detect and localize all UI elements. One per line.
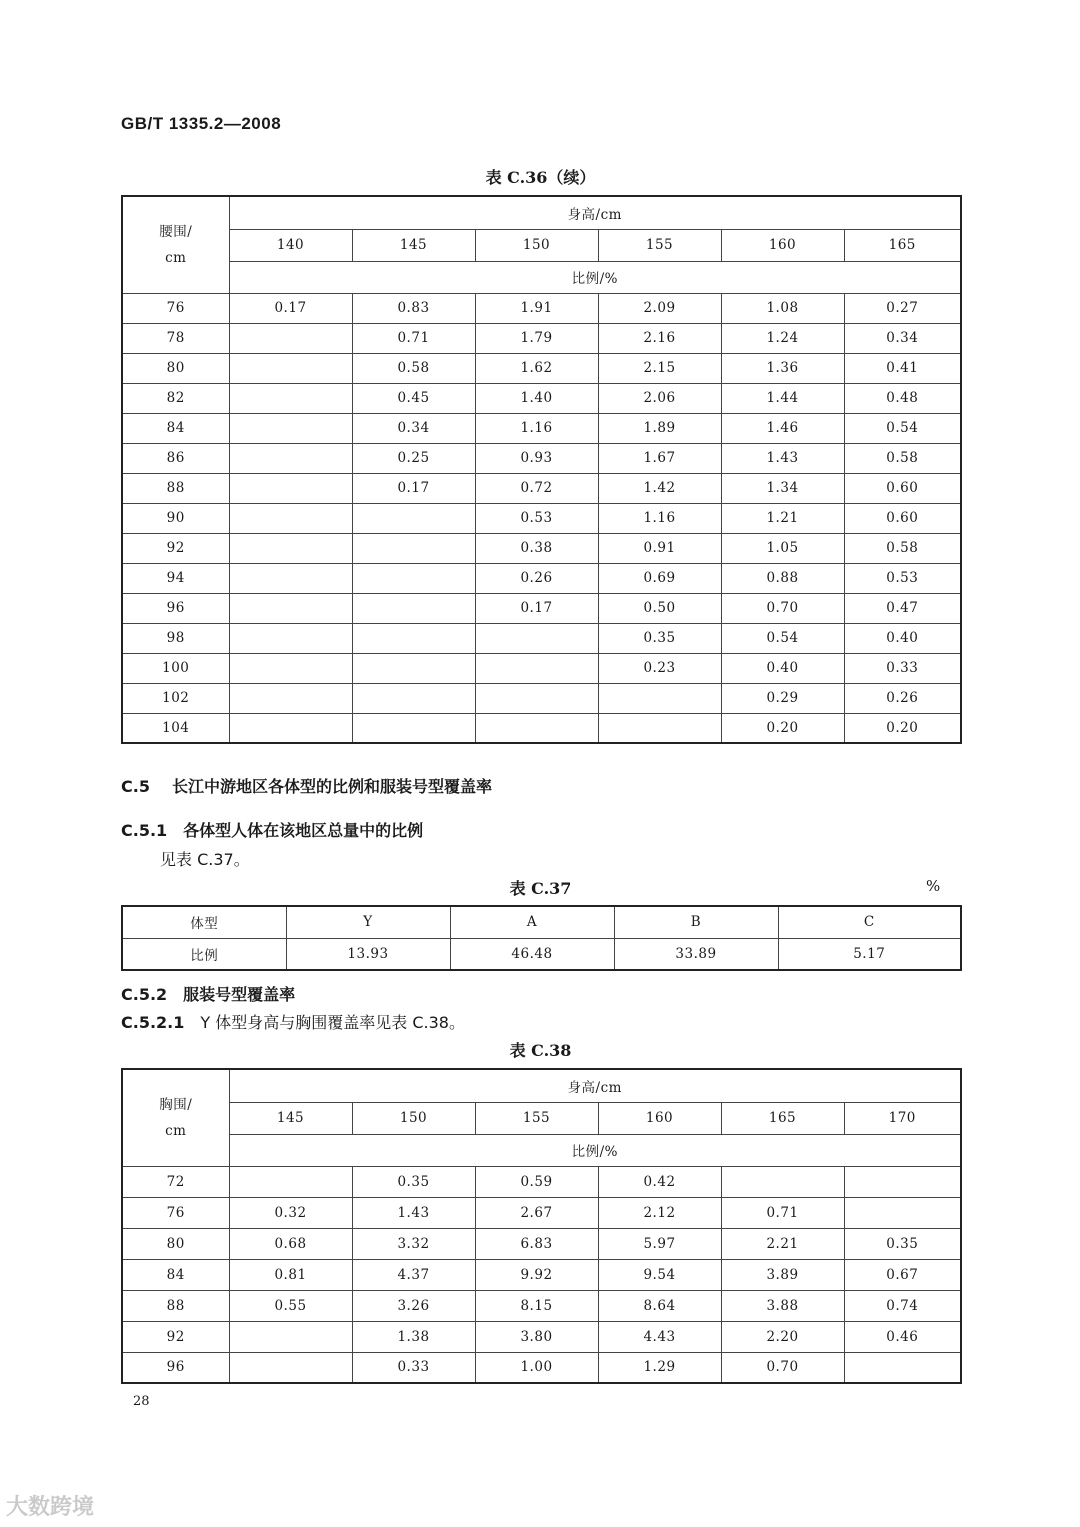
value-cell bbox=[229, 713, 352, 743]
value-cell bbox=[229, 473, 352, 503]
value-cell bbox=[721, 1166, 844, 1197]
row-key-cell: 92 bbox=[122, 533, 229, 563]
value-cell bbox=[475, 683, 598, 713]
value-cell: 1.44 bbox=[721, 383, 844, 413]
value-cell: 4.43 bbox=[598, 1321, 721, 1352]
value-cell: 46.48 bbox=[450, 938, 614, 970]
value-cell: 1.36 bbox=[721, 353, 844, 383]
table-36 bbox=[121, 195, 962, 744]
value-cell: 0.32 bbox=[229, 1197, 352, 1228]
value-cell bbox=[229, 383, 352, 413]
table-row bbox=[122, 1259, 961, 1290]
value-cell bbox=[352, 503, 475, 533]
value-cell: 0.20 bbox=[844, 713, 961, 743]
table-row bbox=[122, 938, 961, 970]
value-cell: 0.17 bbox=[475, 593, 598, 623]
row-key-cell: 84 bbox=[122, 413, 229, 443]
table-38 bbox=[121, 1068, 962, 1384]
row-key-cell: 94 bbox=[122, 563, 229, 593]
value-cell: 2.21 bbox=[721, 1228, 844, 1259]
value-cell: 0.91 bbox=[598, 533, 721, 563]
value-cell: 2.12 bbox=[598, 1197, 721, 1228]
height-col-header: 145 bbox=[352, 229, 475, 261]
value-cell: 1.67 bbox=[598, 443, 721, 473]
value-cell: 0.42 bbox=[598, 1166, 721, 1197]
value-cell bbox=[352, 593, 475, 623]
row-key-cell: 90 bbox=[122, 503, 229, 533]
value-cell: 0.58 bbox=[844, 533, 961, 563]
row-header: 胸围/ cm bbox=[122, 1069, 229, 1166]
value-cell bbox=[844, 1197, 961, 1228]
value-cell: 0.25 bbox=[352, 443, 475, 473]
value-cell: 0.71 bbox=[352, 323, 475, 353]
value-cell: 2.16 bbox=[598, 323, 721, 353]
table-37 bbox=[121, 905, 962, 971]
row-key-cell: 86 bbox=[122, 443, 229, 473]
value-cell bbox=[352, 563, 475, 593]
row-key-cell: 92 bbox=[122, 1321, 229, 1352]
table-row bbox=[122, 653, 961, 683]
standard-code: GB/T 1335.2—2008 bbox=[121, 114, 282, 133]
value-cell: 0.35 bbox=[598, 623, 721, 653]
ratio-label: 比例/% bbox=[229, 261, 961, 293]
table-row bbox=[122, 443, 961, 473]
value-cell: 2.67 bbox=[475, 1197, 598, 1228]
table-37-caption: 表 C.37 bbox=[509, 879, 572, 898]
value-cell bbox=[844, 1166, 961, 1197]
table-row bbox=[122, 683, 961, 713]
value-cell: 0.46 bbox=[844, 1321, 961, 1352]
row-key-cell: 80 bbox=[122, 1228, 229, 1259]
table-row bbox=[122, 593, 961, 623]
value-cell: 0.53 bbox=[844, 563, 961, 593]
row-key-cell: 84 bbox=[122, 1259, 229, 1290]
value-cell bbox=[229, 1166, 352, 1197]
value-cell: 1.89 bbox=[598, 413, 721, 443]
column-header: A bbox=[450, 906, 614, 938]
table-row bbox=[122, 1197, 961, 1228]
value-cell: 0.60 bbox=[844, 503, 961, 533]
value-cell: 0.41 bbox=[844, 353, 961, 383]
value-cell: 0.70 bbox=[721, 1352, 844, 1383]
value-cell: 0.27 bbox=[844, 293, 961, 323]
value-cell: 0.34 bbox=[844, 323, 961, 353]
table-row bbox=[122, 1352, 961, 1383]
value-cell: 0.55 bbox=[229, 1290, 352, 1321]
value-cell bbox=[229, 503, 352, 533]
value-cell: 8.15 bbox=[475, 1290, 598, 1321]
value-cell bbox=[229, 623, 352, 653]
height-col-header: 165 bbox=[721, 1102, 844, 1134]
row-key-cell: 76 bbox=[122, 293, 229, 323]
height-col-header: 160 bbox=[721, 229, 844, 261]
value-cell: 1.38 bbox=[352, 1321, 475, 1352]
table-row bbox=[122, 713, 961, 743]
value-cell: 0.54 bbox=[844, 413, 961, 443]
value-cell: 0.60 bbox=[844, 473, 961, 503]
column-header: C bbox=[778, 906, 961, 938]
row-key-cell: 78 bbox=[122, 323, 229, 353]
section-c51-heading: C.5.1 各体型人体在该地区总量中的比例 bbox=[121, 821, 424, 840]
value-cell: 1.42 bbox=[598, 473, 721, 503]
table-header-row bbox=[122, 906, 961, 938]
table-row bbox=[122, 383, 961, 413]
value-cell: 1.16 bbox=[598, 503, 721, 533]
row-key-cell: 76 bbox=[122, 1197, 229, 1228]
value-cell: 1.21 bbox=[721, 503, 844, 533]
value-cell: 1.43 bbox=[352, 1197, 475, 1228]
row-key-cell: 比例 bbox=[122, 938, 286, 970]
value-cell: 3.32 bbox=[352, 1228, 475, 1259]
value-cell: 0.53 bbox=[475, 503, 598, 533]
column-header: B bbox=[614, 906, 778, 938]
value-cell bbox=[229, 563, 352, 593]
table-row bbox=[122, 1228, 961, 1259]
page-number: 28 bbox=[133, 1394, 150, 1409]
value-cell: 0.26 bbox=[475, 563, 598, 593]
value-cell: 1.40 bbox=[475, 383, 598, 413]
value-cell: 0.35 bbox=[844, 1228, 961, 1259]
column-header: Y bbox=[286, 906, 450, 938]
height-col-header: 155 bbox=[598, 229, 721, 261]
table-row bbox=[122, 533, 961, 563]
value-cell bbox=[475, 653, 598, 683]
value-cell: 3.88 bbox=[721, 1290, 844, 1321]
value-cell: 1.00 bbox=[475, 1352, 598, 1383]
value-cell: 2.06 bbox=[598, 383, 721, 413]
table-36-caption: 表 C.36（续） bbox=[485, 168, 596, 187]
value-cell: 0.71 bbox=[721, 1197, 844, 1228]
height-col-header: 165 bbox=[844, 229, 961, 261]
row-key-cell: 80 bbox=[122, 353, 229, 383]
value-cell: 6.83 bbox=[475, 1228, 598, 1259]
value-cell: 0.54 bbox=[721, 623, 844, 653]
row-header: 腰围/ cm bbox=[122, 196, 229, 293]
value-cell: 0.48 bbox=[844, 383, 961, 413]
value-cell: 33.89 bbox=[614, 938, 778, 970]
row-key-cell: 88 bbox=[122, 1290, 229, 1321]
value-cell: 1.05 bbox=[721, 533, 844, 563]
column-header: 体型 bbox=[122, 906, 286, 938]
value-cell: 3.26 bbox=[352, 1290, 475, 1321]
table-row bbox=[122, 1290, 961, 1321]
value-cell: 0.29 bbox=[721, 683, 844, 713]
value-cell: 0.47 bbox=[844, 593, 961, 623]
row-key-cell: 102 bbox=[122, 683, 229, 713]
height-group-header: 身高/cm bbox=[229, 1069, 961, 1102]
value-cell: 0.40 bbox=[844, 623, 961, 653]
value-cell: 2.09 bbox=[598, 293, 721, 323]
value-cell bbox=[229, 323, 352, 353]
value-cell: 1.08 bbox=[721, 293, 844, 323]
value-cell bbox=[229, 683, 352, 713]
value-cell: 5.17 bbox=[778, 938, 961, 970]
value-cell: 1.91 bbox=[475, 293, 598, 323]
section-c51-body: 见表 C.37。 bbox=[160, 850, 250, 869]
row-key-cell: 96 bbox=[122, 593, 229, 623]
value-cell bbox=[352, 533, 475, 563]
value-cell: 0.34 bbox=[352, 413, 475, 443]
value-cell bbox=[229, 353, 352, 383]
value-cell: 2.20 bbox=[721, 1321, 844, 1352]
row-key-cell: 88 bbox=[122, 473, 229, 503]
height-col-header: 150 bbox=[475, 229, 598, 261]
value-cell: 0.26 bbox=[844, 683, 961, 713]
value-cell: 0.58 bbox=[352, 353, 475, 383]
row-key-cell: 96 bbox=[122, 1352, 229, 1383]
value-cell bbox=[475, 623, 598, 653]
value-cell: 0.93 bbox=[475, 443, 598, 473]
value-cell: 3.80 bbox=[475, 1321, 598, 1352]
value-cell: 0.45 bbox=[352, 383, 475, 413]
value-cell: 0.38 bbox=[475, 533, 598, 563]
value-cell bbox=[229, 533, 352, 563]
row-key-cell: 98 bbox=[122, 623, 229, 653]
value-cell: 0.88 bbox=[721, 563, 844, 593]
value-cell: 0.81 bbox=[229, 1259, 352, 1290]
table-row bbox=[122, 1166, 961, 1197]
table-37-unit: % bbox=[926, 877, 941, 895]
value-cell: 0.33 bbox=[352, 1352, 475, 1383]
table-row bbox=[122, 623, 961, 653]
value-cell: 0.50 bbox=[598, 593, 721, 623]
value-cell: 0.33 bbox=[844, 653, 961, 683]
value-cell bbox=[598, 713, 721, 743]
table-row bbox=[122, 353, 961, 383]
value-cell: 2.15 bbox=[598, 353, 721, 383]
ratio-label: 比例/% bbox=[229, 1134, 961, 1166]
value-cell: 0.17 bbox=[352, 473, 475, 503]
value-cell: 0.83 bbox=[352, 293, 475, 323]
value-cell: 0.23 bbox=[598, 653, 721, 683]
value-cell: 1.24 bbox=[721, 323, 844, 353]
value-cell: 0.35 bbox=[352, 1166, 475, 1197]
value-cell bbox=[229, 1321, 352, 1352]
table-row bbox=[122, 413, 961, 443]
value-cell: 9.92 bbox=[475, 1259, 598, 1290]
height-col-header: 160 bbox=[598, 1102, 721, 1134]
value-cell: 0.17 bbox=[229, 293, 352, 323]
row-key-cell: 104 bbox=[122, 713, 229, 743]
value-cell: 0.58 bbox=[844, 443, 961, 473]
table-38-caption: 表 C.38 bbox=[509, 1041, 572, 1060]
table-row bbox=[122, 563, 961, 593]
value-cell bbox=[844, 1352, 961, 1383]
value-cell: 1.29 bbox=[598, 1352, 721, 1383]
row-key-cell: 72 bbox=[122, 1166, 229, 1197]
value-cell bbox=[229, 443, 352, 473]
value-cell bbox=[352, 683, 475, 713]
value-cell: 0.68 bbox=[229, 1228, 352, 1259]
value-cell: 0.67 bbox=[844, 1259, 961, 1290]
value-cell bbox=[229, 413, 352, 443]
height-col-header: 155 bbox=[475, 1102, 598, 1134]
value-cell: 1.79 bbox=[475, 323, 598, 353]
height-group-header: 身高/cm bbox=[229, 196, 961, 229]
value-cell bbox=[352, 623, 475, 653]
value-cell: 3.89 bbox=[721, 1259, 844, 1290]
value-cell bbox=[352, 653, 475, 683]
value-cell: 0.40 bbox=[721, 653, 844, 683]
value-cell: 0.20 bbox=[721, 713, 844, 743]
value-cell: 4.37 bbox=[352, 1259, 475, 1290]
value-cell: 0.59 bbox=[475, 1166, 598, 1197]
height-col-header: 145 bbox=[229, 1102, 352, 1134]
watermark: 大数跨境 bbox=[6, 1495, 95, 1520]
section-c521-text: C.5.2.1 Y 体型身高与胸围覆盖率见表 C.38。 bbox=[121, 1013, 465, 1032]
value-cell bbox=[598, 683, 721, 713]
value-cell: 5.97 bbox=[598, 1228, 721, 1259]
value-cell bbox=[229, 653, 352, 683]
value-cell: 0.69 bbox=[598, 563, 721, 593]
value-cell: 13.93 bbox=[286, 938, 450, 970]
section-c52-heading: C.5.2 服装号型覆盖率 bbox=[121, 985, 296, 1004]
value-cell: 1.62 bbox=[475, 353, 598, 383]
section-c5-heading: C.5 长江中游地区各体型的比例和服装号型覆盖率 bbox=[121, 777, 492, 796]
value-cell: 1.43 bbox=[721, 443, 844, 473]
value-cell bbox=[229, 593, 352, 623]
value-cell: 0.72 bbox=[475, 473, 598, 503]
height-col-header: 140 bbox=[229, 229, 352, 261]
value-cell bbox=[229, 1352, 352, 1383]
table-row bbox=[122, 503, 961, 533]
value-cell: 1.34 bbox=[721, 473, 844, 503]
table-row bbox=[122, 293, 961, 323]
table-row bbox=[122, 323, 961, 353]
value-cell: 1.46 bbox=[721, 413, 844, 443]
table-row bbox=[122, 1321, 961, 1352]
value-cell: 0.74 bbox=[844, 1290, 961, 1321]
value-cell bbox=[352, 713, 475, 743]
value-cell: 1.16 bbox=[475, 413, 598, 443]
value-cell bbox=[475, 713, 598, 743]
row-key-cell: 100 bbox=[122, 653, 229, 683]
value-cell: 8.64 bbox=[598, 1290, 721, 1321]
table-row bbox=[122, 473, 961, 503]
value-cell: 9.54 bbox=[598, 1259, 721, 1290]
height-col-header: 170 bbox=[844, 1102, 961, 1134]
row-key-cell: 82 bbox=[122, 383, 229, 413]
value-cell: 0.70 bbox=[721, 593, 844, 623]
height-col-header: 150 bbox=[352, 1102, 475, 1134]
